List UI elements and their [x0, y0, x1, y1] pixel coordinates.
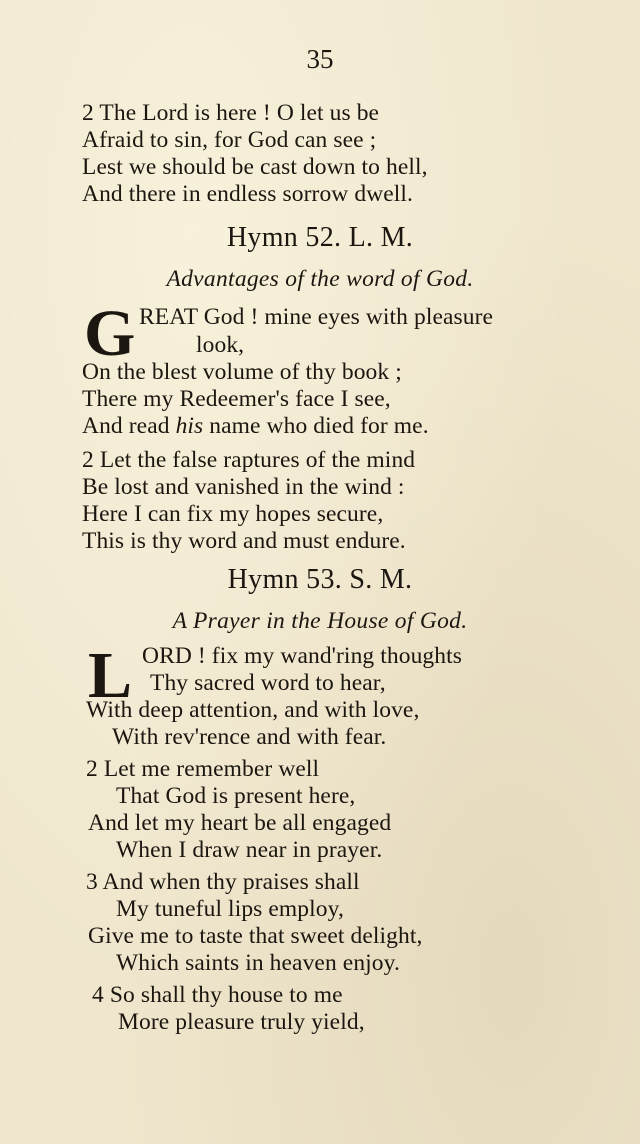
verse-line: 4 So shall thy house to me [92, 982, 343, 1008]
verse-text: And read [82, 413, 176, 439]
verse-line: Here I can fix my hopes secure, [82, 501, 384, 527]
verse-line: With deep attention, and with love, [86, 697, 420, 723]
verse-line: 3 And when thy praises shall [86, 869, 360, 895]
verse-line: 2 Let me remember well [86, 756, 320, 782]
verse-line: More pleasure truly yield, [118, 1009, 365, 1035]
page-number: 35 [306, 44, 334, 74]
verse-line: With rev'rence and with fear. [112, 724, 387, 750]
hymn-53-subtitle: A Prayer in the House of God. [172, 608, 468, 634]
verse-line: Thy sacred word to hear, [150, 670, 386, 696]
verse-line: Which saints in heaven enjoy. [116, 950, 400, 976]
verse-line [82, 413, 429, 440]
verse-line: That God is present here, [116, 783, 356, 809]
drop-cap: L [88, 639, 133, 712]
drop-cap: G [84, 297, 136, 370]
verse-line: When I draw near in prayer. [116, 837, 383, 863]
verse-line: Afraid to sin, for God can see ; [82, 127, 377, 153]
hymn-52-subtitle: Advantages of the word of God. [166, 266, 474, 292]
verse-line: My tuneful lips employ, [116, 896, 344, 922]
verse-line: There my Redeemer's face I see, [82, 386, 391, 412]
verse-line: 2 The Lord is here ! O let us be [82, 100, 380, 126]
verse-text: name who died for me. [203, 413, 429, 439]
verse-line: This is thy word and must endure. [82, 528, 406, 554]
verse-line: REAT God ! mine eyes with pleasure [139, 304, 494, 330]
verse-line: On the blest volume of thy book ; [82, 359, 402, 385]
verse-line: Lest we should be cast down to hell, [82, 154, 428, 180]
verse-line: ORD ! fix my wand'ring thoughts [142, 643, 462, 669]
verse-line: Be lost and vanished in the wind : [82, 474, 405, 500]
verse-line: Give me to taste that sweet delight, [88, 923, 423, 949]
hymn-53-title: Hymn 53. S. M. [227, 564, 413, 595]
hymn-52-title: Hymn 52. L. M. [226, 222, 414, 253]
verse-line: look, [196, 332, 245, 358]
verse-line: 2 Let the false raptures of the mind [82, 447, 416, 473]
verse-line: And there in endless sorrow dwell. [82, 181, 414, 207]
verse-line: And let my heart be all engaged [88, 810, 392, 836]
italic-word: his [175, 413, 204, 439]
